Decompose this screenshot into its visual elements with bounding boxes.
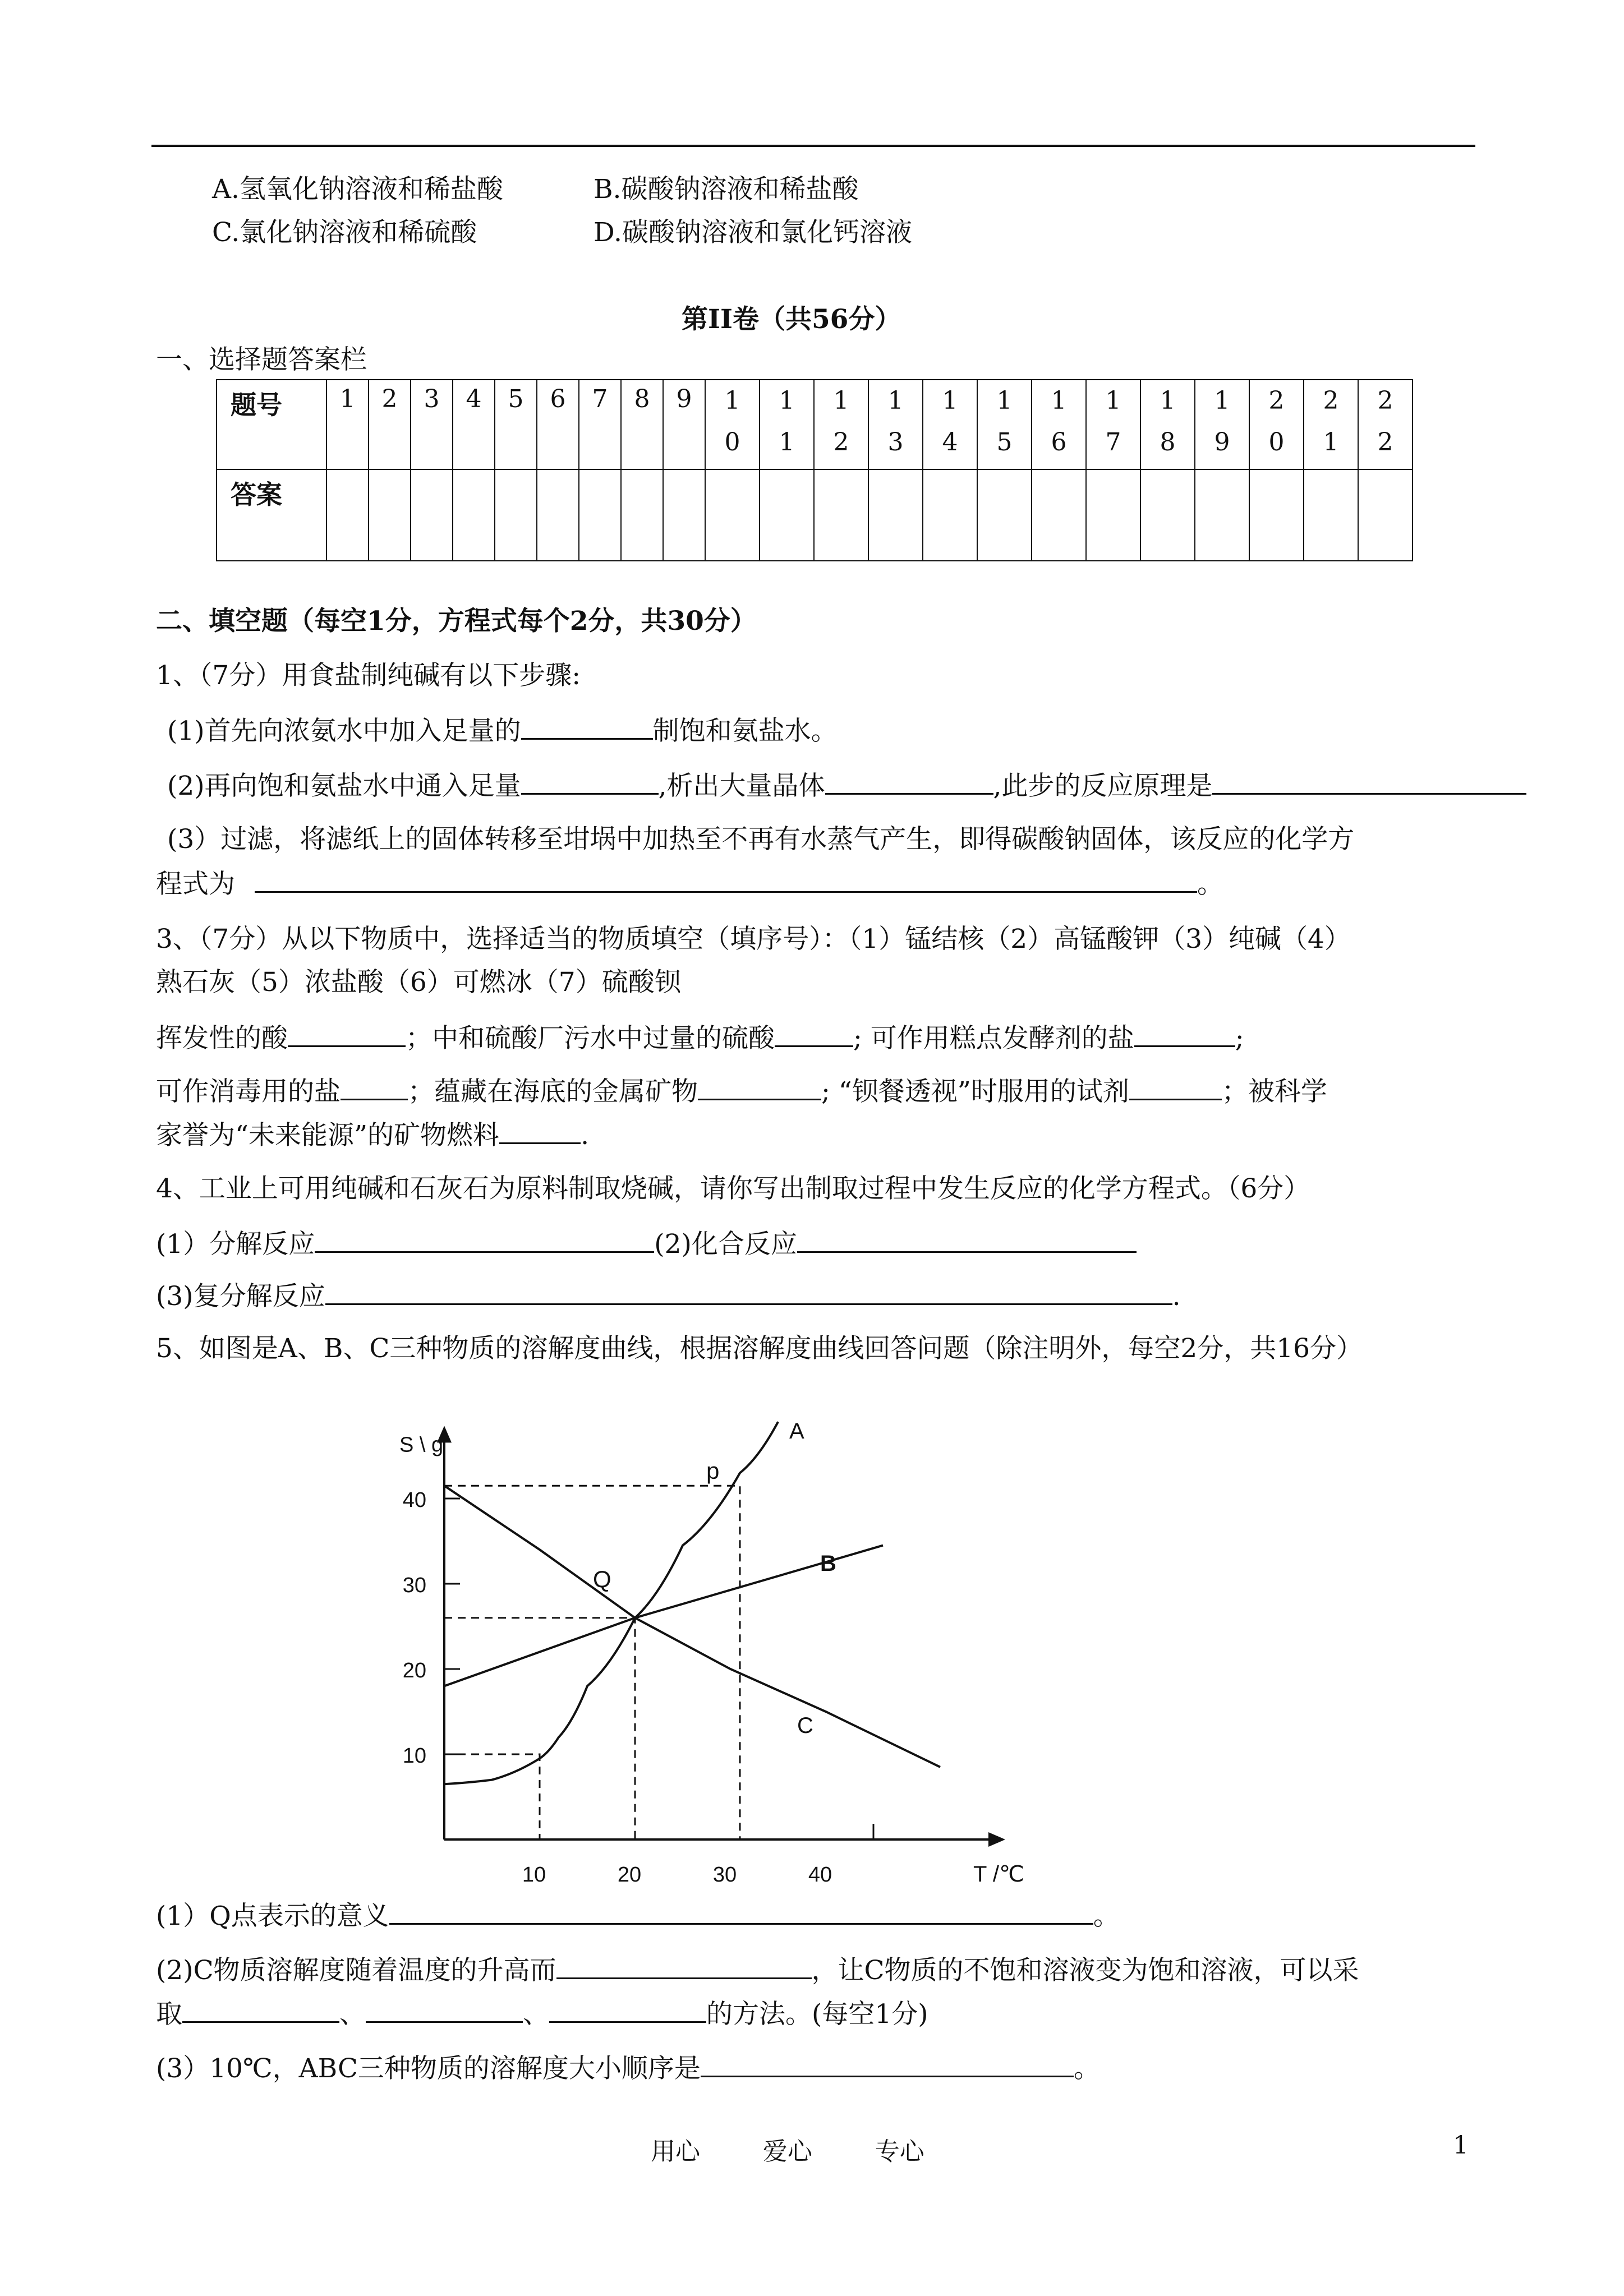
question-number: 6 (537, 380, 579, 469)
q5-sub2-text: 取 (156, 1999, 182, 2030)
question-number: 1 7 (1086, 380, 1140, 469)
q5-sub3 (156, 2051, 1100, 2086)
q5-sub1-text: (1）Q点表示的意义 (156, 1901, 389, 1931)
q1-part3-line2 (156, 866, 1223, 901)
q1-part3-line1: (3）过滤，将滤纸上的固体转移至坩埚中加热至不再有水蒸气产生，即得碳酸钠固体，该反应的化学方 (167, 824, 1355, 855)
answer-blank[interactable] (1129, 1074, 1222, 1100)
answer-cell[interactable] (663, 469, 705, 561)
q4-part3 (156, 1279, 1181, 1313)
answer-blank[interactable] (499, 1118, 581, 1144)
answer-blank[interactable] (315, 1227, 654, 1253)
q3-line5 (156, 1118, 589, 1152)
answer-cell[interactable] (923, 469, 977, 561)
answer-cell[interactable] (1304, 469, 1358, 561)
q4-part3-text: (3)复分解反应 (156, 1281, 325, 1312)
q1-part2-text: (2)再向饱和氨盐水中通入足量 (167, 771, 521, 801)
answer-cell[interactable] (1249, 469, 1304, 561)
question-number: 2 0 (1249, 380, 1304, 469)
answer-blank[interactable] (366, 1997, 523, 2023)
option-b: B.碳酸钠溶液和稀盐酸 (594, 174, 859, 205)
x-tick-label: 40 (808, 1863, 832, 1887)
question-number: 1 2 (814, 380, 868, 469)
answer-cell[interactable] (1032, 469, 1086, 561)
answer-cell[interactable] (1195, 469, 1249, 561)
y-tick-label: 20 (402, 1659, 426, 1682)
x-axis-arrow (988, 1832, 1005, 1847)
answer-blank[interactable] (521, 713, 653, 740)
point-q-label: Q (593, 1565, 611, 1592)
question-number: 2 2 (1358, 380, 1413, 469)
answer-table-number-row (217, 380, 1413, 469)
question-number: 3 (411, 380, 453, 469)
q1-part2-text-mid: ,析出大量晶体 (658, 771, 825, 801)
answer-cell[interactable] (579, 469, 621, 561)
q1-part1 (167, 713, 838, 748)
y-tick-label: 10 (402, 1744, 426, 1768)
question-number: 2 (369, 380, 411, 469)
q3-line4-text: 可作消毒用的盐 (156, 1076, 341, 1107)
y-axis-label: S \ g (399, 1433, 444, 1457)
answer-blank[interactable] (521, 768, 659, 795)
question-number: 1 1 (760, 380, 814, 469)
question-number: 1 4 (923, 380, 977, 469)
q5-sub2-text-end: 的方法。(每空1分) (706, 1999, 928, 2030)
chart-curves (444, 1422, 940, 1784)
x-tick-label: 10 (522, 1863, 546, 1887)
q4-intro: 4、工业上可用纯碱和石灰石为原料制取烧碱，请你写出制取过程中发生反应的化学方程式。（6分） (156, 1173, 1310, 1204)
answer-blank[interactable] (797, 1227, 1137, 1253)
q3-line4-text: ；被科学 (1221, 1076, 1327, 1107)
answer-table (216, 379, 1413, 561)
curve-c (444, 1486, 940, 1767)
q3-line4 (156, 1074, 1327, 1109)
answer-blank[interactable] (1134, 1021, 1235, 1047)
q4-part1-text: (1）分解反应 (156, 1229, 315, 1260)
q1-part3-text: 程式为 (156, 869, 235, 900)
q3-line2: 熟石灰（5）浓盐酸（6）可燃冰（7）硫酸钡 (156, 967, 681, 998)
answer-cell[interactable] (621, 469, 663, 561)
question-number: 2 1 (1304, 380, 1358, 469)
option-d: D.碳酸钠溶液和氯化钙溶液 (594, 217, 912, 248)
answer-table-answer-row (217, 469, 1413, 561)
x-tick-label: 20 (617, 1863, 642, 1887)
answer-blank[interactable] (255, 866, 1197, 893)
option-c: C.氯化钠溶液和稀硫酸 (212, 217, 477, 248)
answer-cell[interactable] (977, 469, 1032, 561)
q5-sub2-line1 (156, 1953, 1359, 1988)
chart-guides (444, 1486, 740, 1839)
section-choice-title: 一、选择题答案栏 (156, 344, 367, 375)
question-number: 1 6 (1032, 380, 1086, 469)
answer-cell[interactable] (760, 469, 814, 561)
page-number: 1 (1453, 2131, 1469, 2160)
question-number: 1 9 (1195, 380, 1249, 469)
q3-line3-text: ；中和硫酸厂污水中过量的硫酸 (406, 1023, 775, 1054)
curve-a (444, 1422, 778, 1784)
q3-line4-text: ; “钡餐透视”时服用的试剂 (821, 1076, 1129, 1107)
answer-cell[interactable] (537, 469, 579, 561)
question-number: 8 (621, 380, 663, 469)
answer-cell[interactable] (1140, 469, 1195, 561)
header-rule (151, 145, 1475, 147)
question-number: 1 (326, 380, 369, 469)
q5-sub1 (156, 1898, 1120, 1933)
q5-sub3-text: (3）10℃，ABC三种物质的溶解度大小顺序是 (156, 2053, 701, 2084)
answer-cell[interactable] (868, 469, 923, 561)
footer-motto: 用心 爱心 专心 (651, 2137, 924, 2166)
q5-sub2-text: (2)C物质溶解度随着温度的升高而 (156, 1955, 556, 1986)
answer-cell[interactable] (814, 469, 868, 561)
section2-title: 第II卷（共56分） (682, 304, 901, 335)
q5-sub2-sep: 、 (339, 1999, 366, 2030)
p-guide (444, 1486, 740, 1839)
answer-blank[interactable] (182, 1997, 339, 2023)
question-number: 1 8 (1140, 380, 1195, 469)
answer-blank[interactable] (556, 1953, 812, 1979)
section-fill-title: 二、填空题（每空1分，方程式每个2分，共30分） (156, 606, 757, 637)
chart-axes (437, 1426, 1005, 1847)
q5-intro: 5、如图是A、B、C三种物质的溶解度曲线，根据溶解度曲线回答问题（除注明外，每空2分，共16分） (156, 1333, 1363, 1364)
question-number: 4 (453, 380, 495, 469)
answer-cell[interactable] (1086, 469, 1140, 561)
answer-cell[interactable] (495, 469, 537, 561)
answer-blank[interactable] (1212, 768, 1526, 795)
answer-blank[interactable] (389, 1898, 1093, 1925)
chart-labels (399, 1419, 1024, 1887)
q4-part3-end: . (1172, 1281, 1181, 1312)
series-label-a: A (789, 1419, 804, 1444)
answer-blank[interactable] (325, 1279, 1172, 1305)
answer-blank[interactable] (341, 1074, 408, 1100)
answer-blank[interactable] (549, 1997, 706, 2023)
option-a: A.氢氧化钠溶液和稀盐酸 (212, 174, 503, 205)
curve-b (444, 1546, 883, 1686)
answer-blank[interactable] (701, 2051, 1074, 2077)
q5-sub3-end: 。 (1073, 2053, 1100, 2084)
solubility-chart (381, 1413, 1024, 1887)
answer-blank[interactable] (698, 1074, 821, 1100)
q5-sub2-line2 (156, 1997, 928, 2031)
number-row-label: 题号 (217, 380, 326, 469)
q5-sub2-text: ，让C物质的不饱和溶液变为饱和溶液，可以采 (811, 1955, 1359, 1986)
q4-part2-text: (2)化合反应 (654, 1229, 797, 1260)
q3-line5-text: 家誉为“未来能源”的矿物燃料 (156, 1120, 500, 1151)
q5-sub2-sep: 、 (523, 1999, 549, 2030)
question-number: 7 (579, 380, 621, 469)
y-tick-label: 30 (402, 1574, 426, 1597)
q4-part1 (156, 1227, 1137, 1261)
answer-cell[interactable] (369, 469, 411, 561)
question-number: 1 3 (868, 380, 923, 469)
y-tick-label: 40 (402, 1488, 426, 1512)
q1-part1-text-end: 制饱和氨盐水。 (652, 716, 838, 746)
question-number: 5 (495, 380, 537, 469)
q3-line3-text: 挥发性的酸 (156, 1023, 288, 1054)
series-label-b: B (820, 1551, 836, 1576)
answer-row-label: 答案 (217, 469, 326, 561)
q1-part1-text: (1)首先向浓氨水中加入足量的 (167, 716, 521, 746)
q3-line1: 3、（7分）从以下物质中，选择适当的物质填空（填序号）：（1）锰结核（2）高锰酸钾（3）纯碱（4） (156, 924, 1351, 955)
question-number: 9 (663, 380, 705, 469)
x-tick-label: 30 (712, 1863, 737, 1887)
question-number: 1 5 (977, 380, 1032, 469)
q1-part2-text-end: ,此步的反应原理是 (993, 771, 1213, 801)
answer-cell[interactable] (411, 469, 453, 561)
q3-line4-text: ；蕴藏在海底的金属矿物 (408, 1076, 698, 1107)
answer-blank[interactable] (288, 1021, 406, 1047)
q1-part3-end: 。 (1197, 869, 1223, 900)
answer-blank[interactable] (775, 1021, 853, 1047)
answer-cell[interactable] (1358, 469, 1413, 561)
x-axis-label: T /℃ (973, 1862, 1024, 1887)
point-p-label: p (706, 1458, 720, 1484)
q3-line3-text: ; (1235, 1023, 1244, 1054)
answer-cell[interactable] (326, 469, 369, 561)
q3-line5-end: . (581, 1120, 590, 1151)
q1-part2 (167, 768, 1526, 803)
answer-cell[interactable] (705, 469, 760, 561)
question-number: 1 0 (705, 380, 760, 469)
q5-sub1-end: 。 (1093, 1901, 1120, 1931)
q3-line3 (156, 1021, 1244, 1055)
series-label-c: C (797, 1713, 813, 1738)
answer-cell[interactable] (453, 469, 495, 561)
q3-line3-text: ; 可作用糕点发酵剂的盐 (853, 1023, 1134, 1054)
q1-intro: 1、（7分）用食盐制纯碱有以下步骤: (156, 660, 581, 691)
answer-blank[interactable] (825, 768, 993, 795)
